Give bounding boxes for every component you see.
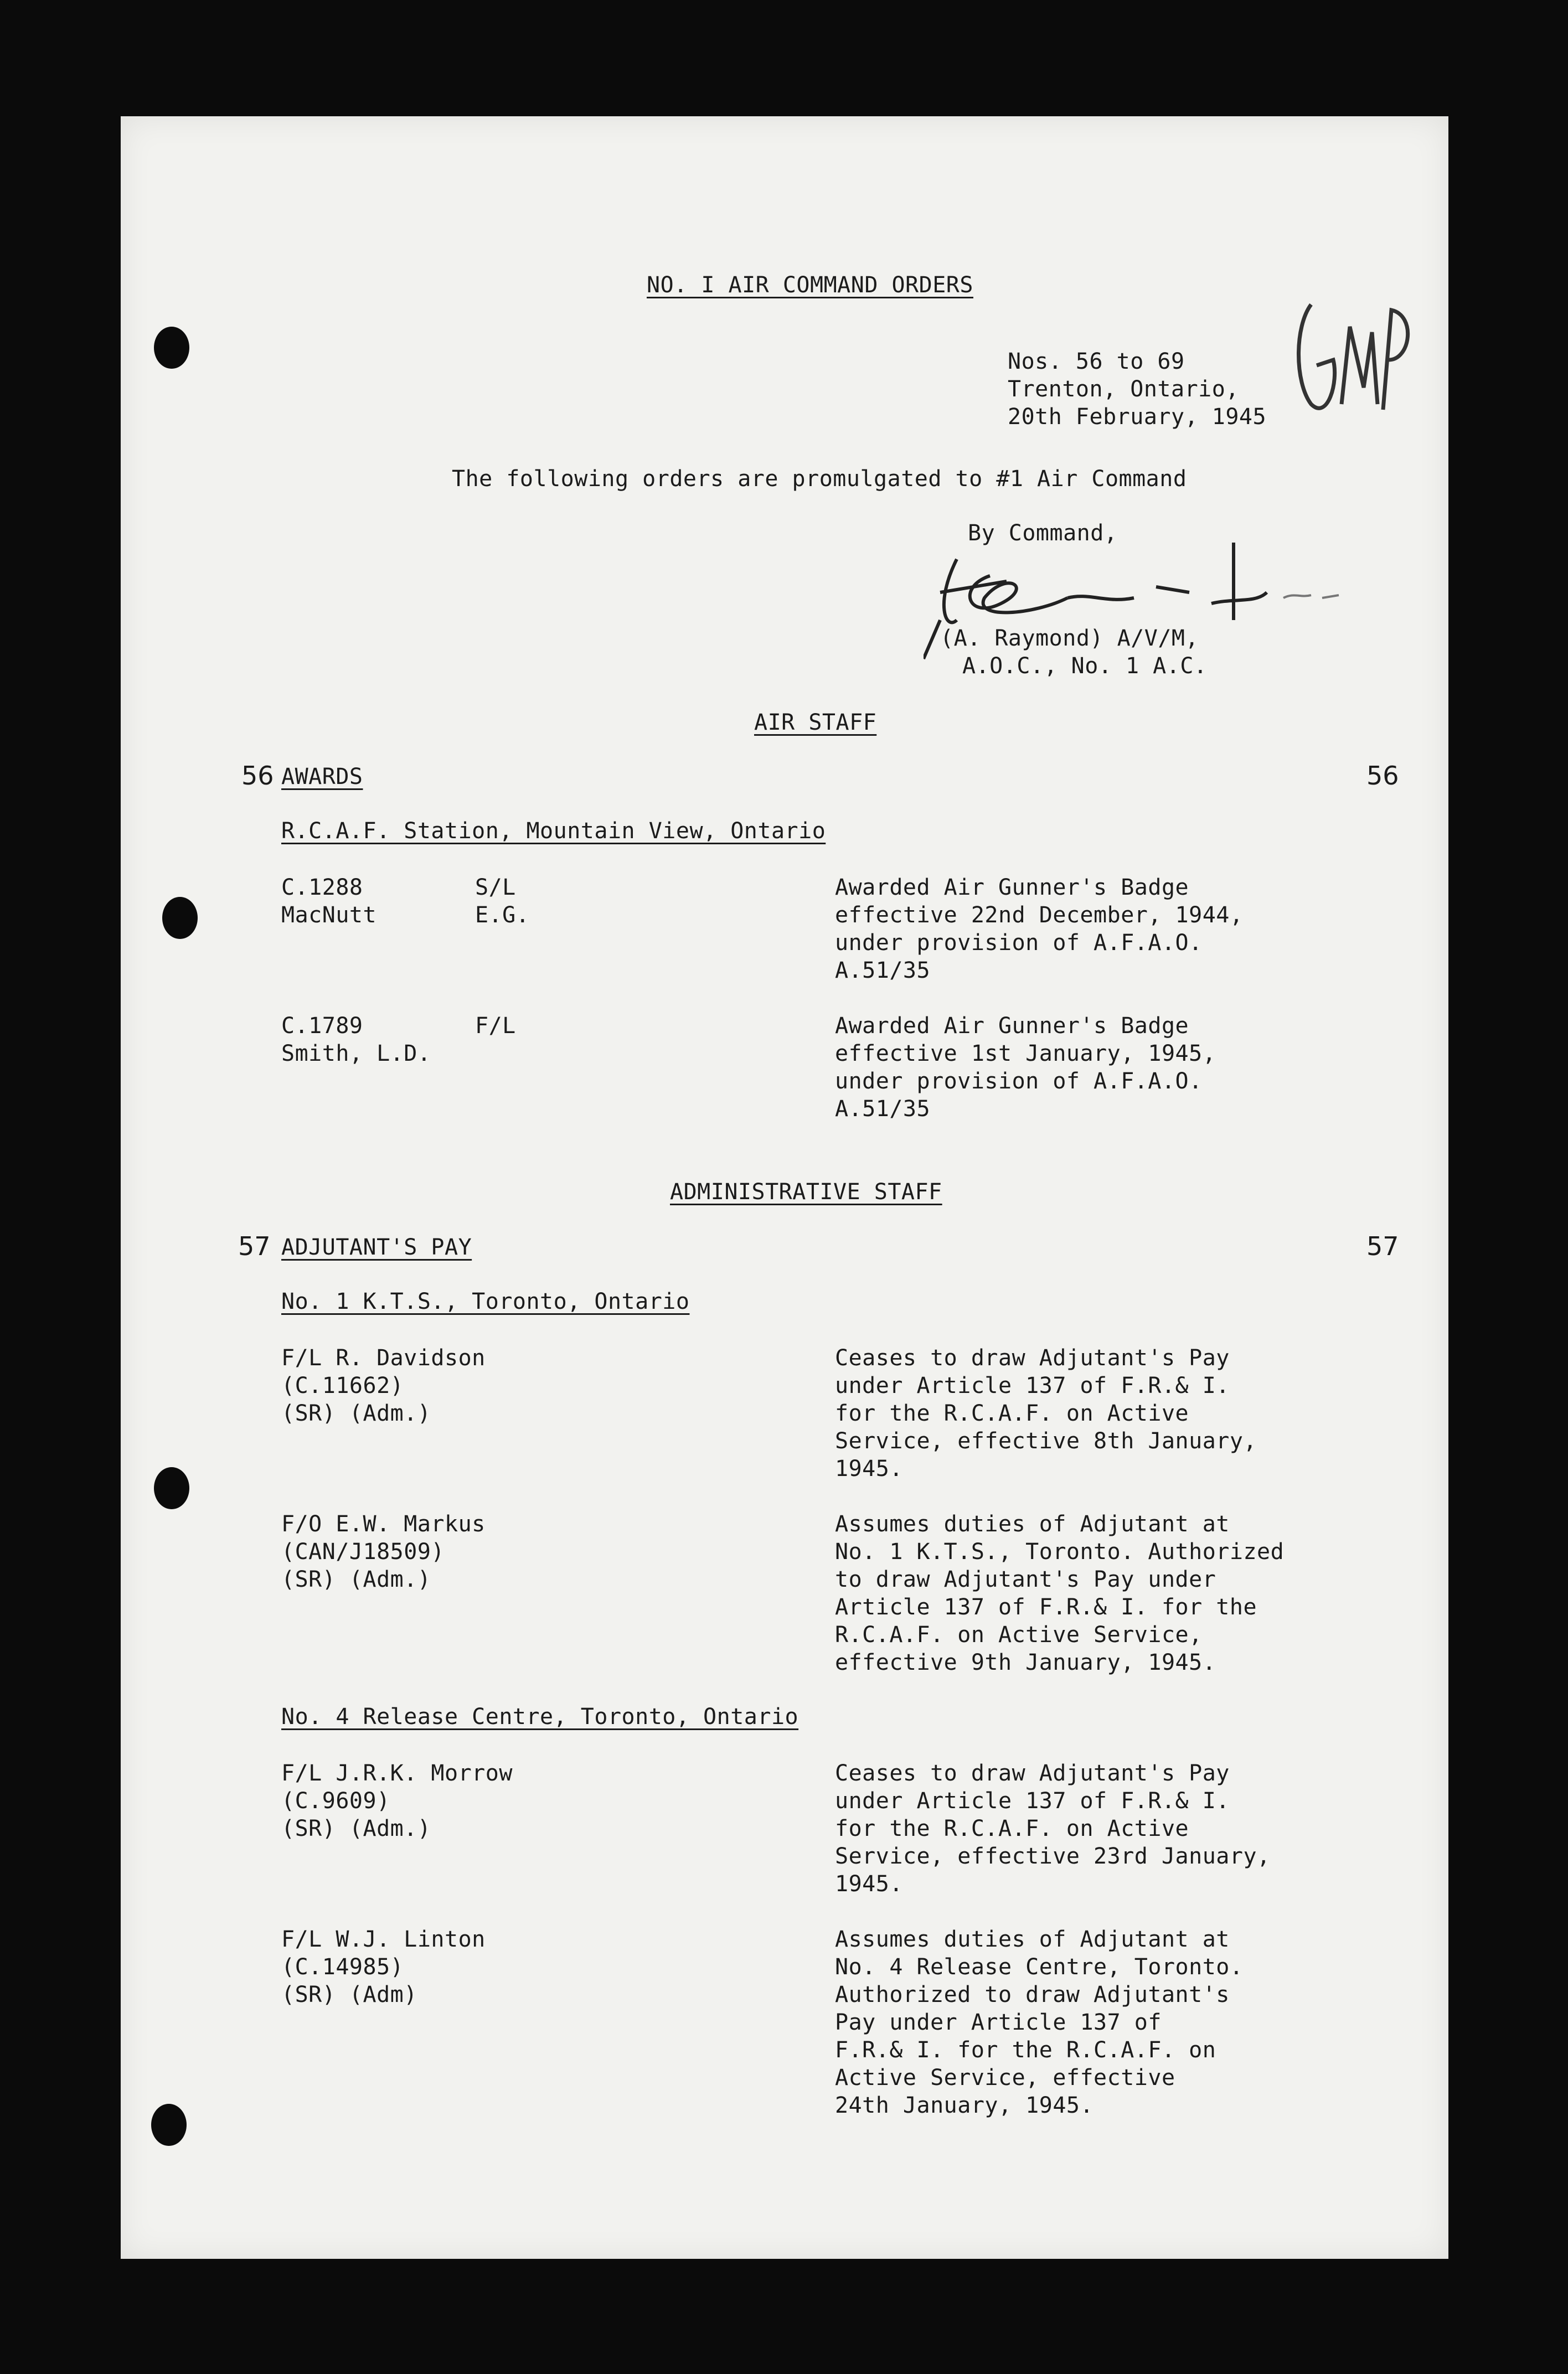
document-page — [121, 116, 1448, 2259]
order-number-right: 57 — [1366, 1231, 1399, 1261]
member-name: Smith, L.D. — [281, 1041, 431, 1066]
member-branch: (SR) (Adm.) — [281, 1567, 431, 1592]
entry-text-line: R.C.A.F. on Active Service, — [835, 1622, 1203, 1648]
entry-text-line: A.51/35 — [835, 958, 931, 983]
entry-text-line: Ceases to draw Adjutant's Pay — [835, 1345, 1230, 1371]
member-rank: S/L — [475, 875, 516, 900]
entry-text-line: under Article 137 of F.R.& I. — [835, 1788, 1230, 1814]
entry-text-line: for the R.C.A.F. on Active — [835, 1401, 1189, 1426]
entry-text-line: under provision of A.F.A.O. — [835, 1069, 1203, 1094]
entry-text-line: Article 137 of F.R.& I. for the — [835, 1594, 1257, 1620]
signatory-name: (A. Raymond) A/V/M, — [940, 626, 1199, 651]
punch-hole — [154, 327, 189, 369]
entry-text-line: A.51/35 — [835, 1096, 931, 1122]
entry-text-line: Awarded Air Gunner's Badge — [835, 875, 1189, 900]
entry-text-line: effective 1st January, 1945, — [835, 1041, 1216, 1066]
entry-text-line: Authorized to draw Adjutant's — [835, 1982, 1230, 2007]
unit-heading: No. 4 Release Centre, Toronto, Ontario — [281, 1704, 799, 1730]
entry-text-line: Service, effective 23rd January, — [835, 1844, 1271, 1869]
punch-hole — [162, 897, 198, 939]
member-name: F/L R. Davidson — [281, 1345, 486, 1371]
section-heading-air-staff: AIR STAFF — [754, 710, 877, 735]
service-number: (C.14985) — [281, 1954, 404, 1980]
order-title: AWARDS — [281, 764, 363, 789]
entry-text-line: 1945. — [835, 1456, 903, 1482]
order-title: ADJUTANT'S PAY — [281, 1235, 472, 1260]
entry-text-line: Active Service, effective — [835, 2065, 1175, 2091]
signatory-title: A.O.C., No. 1 A.C. — [962, 653, 1208, 679]
entry-text-line: No. 4 Release Centre, Toronto. — [835, 1954, 1244, 1980]
entry-text-line: to draw Adjutant's Pay under — [835, 1567, 1216, 1592]
entry-text-line: effective 22nd December, 1944, — [835, 902, 1244, 928]
by-command: By Command, — [968, 520, 1118, 546]
service-number: C.1789 — [281, 1013, 363, 1039]
entry-text-line: Awarded Air Gunner's Badge — [835, 1013, 1189, 1039]
entry-text-line: No. 1 K.T.S., Toronto. Authorized — [835, 1539, 1285, 1565]
entry-text-line: under Article 137 of F.R.& I. — [835, 1373, 1230, 1398]
section-heading-administrative-staff: ADMINISTRATIVE STAFF — [670, 1179, 942, 1205]
member-name: F/L W.J. Linton — [281, 1927, 486, 1952]
entry-text-line: 24th January, 1945. — [835, 2093, 1094, 2118]
order-numbers: Nos. 56 to 69 — [1008, 349, 1185, 374]
entry-text-line: under provision of A.F.A.O. — [835, 930, 1203, 956]
member-branch: (SR) (Adm.) — [281, 1401, 431, 1426]
member-name: F/O E.W. Markus — [281, 1511, 486, 1537]
member-name: F/L J.R.K. Morrow — [281, 1761, 513, 1786]
entry-text-line: Service, effective 8th January, — [835, 1428, 1257, 1454]
service-number: (C.9609) — [281, 1788, 390, 1814]
order-number-right: 56 — [1366, 761, 1399, 791]
member-initials: E.G. — [475, 902, 530, 928]
entry-text-line: effective 9th January, 1945. — [835, 1650, 1216, 1675]
entry-text-line: 1945. — [835, 1871, 903, 1897]
document-title: NO. I AIR COMMAND ORDERS — [647, 272, 973, 298]
member-rank: F/L — [475, 1013, 516, 1039]
member-name: MacNutt — [281, 902, 377, 928]
punch-hole — [151, 2104, 187, 2146]
member-branch: (SR) (Adm) — [281, 1982, 417, 2007]
entry-text-line: Assumes duties of Adjutant at — [835, 1927, 1230, 1952]
unit-heading: No. 1 K.T.S., Toronto, Ontario — [281, 1289, 690, 1314]
punch-hole — [154, 1467, 189, 1509]
order-date: 20th February, 1945 — [1008, 404, 1267, 430]
entry-text-line: F.R.& I. for the R.C.A.F. on — [835, 2037, 1216, 2063]
order-number-left: 57 — [238, 1231, 271, 1261]
entry-text-line: Assumes duties of Adjutant at — [835, 1511, 1230, 1537]
handwritten-initials — [1289, 293, 1416, 434]
service-number: (C.11662) — [281, 1373, 404, 1398]
entry-text-line: Ceases to draw Adjutant's Pay — [835, 1761, 1230, 1786]
service-number: (CAN/J18509) — [281, 1539, 445, 1565]
entry-text-line: Pay under Article 137 of — [835, 2010, 1162, 2035]
promulgation-text: The following orders are promulgated to #1 Air Command — [452, 466, 1187, 492]
entry-text-line: for the R.C.A.F. on Active — [835, 1816, 1189, 1841]
unit-heading: R.C.A.F. Station, Mountain View, Ontario — [281, 818, 826, 844]
order-number-left: 56 — [241, 761, 274, 791]
member-branch: (SR) (Adm.) — [281, 1816, 431, 1841]
order-place: Trenton, Ontario, — [1008, 376, 1239, 402]
service-number: C.1288 — [281, 875, 363, 900]
